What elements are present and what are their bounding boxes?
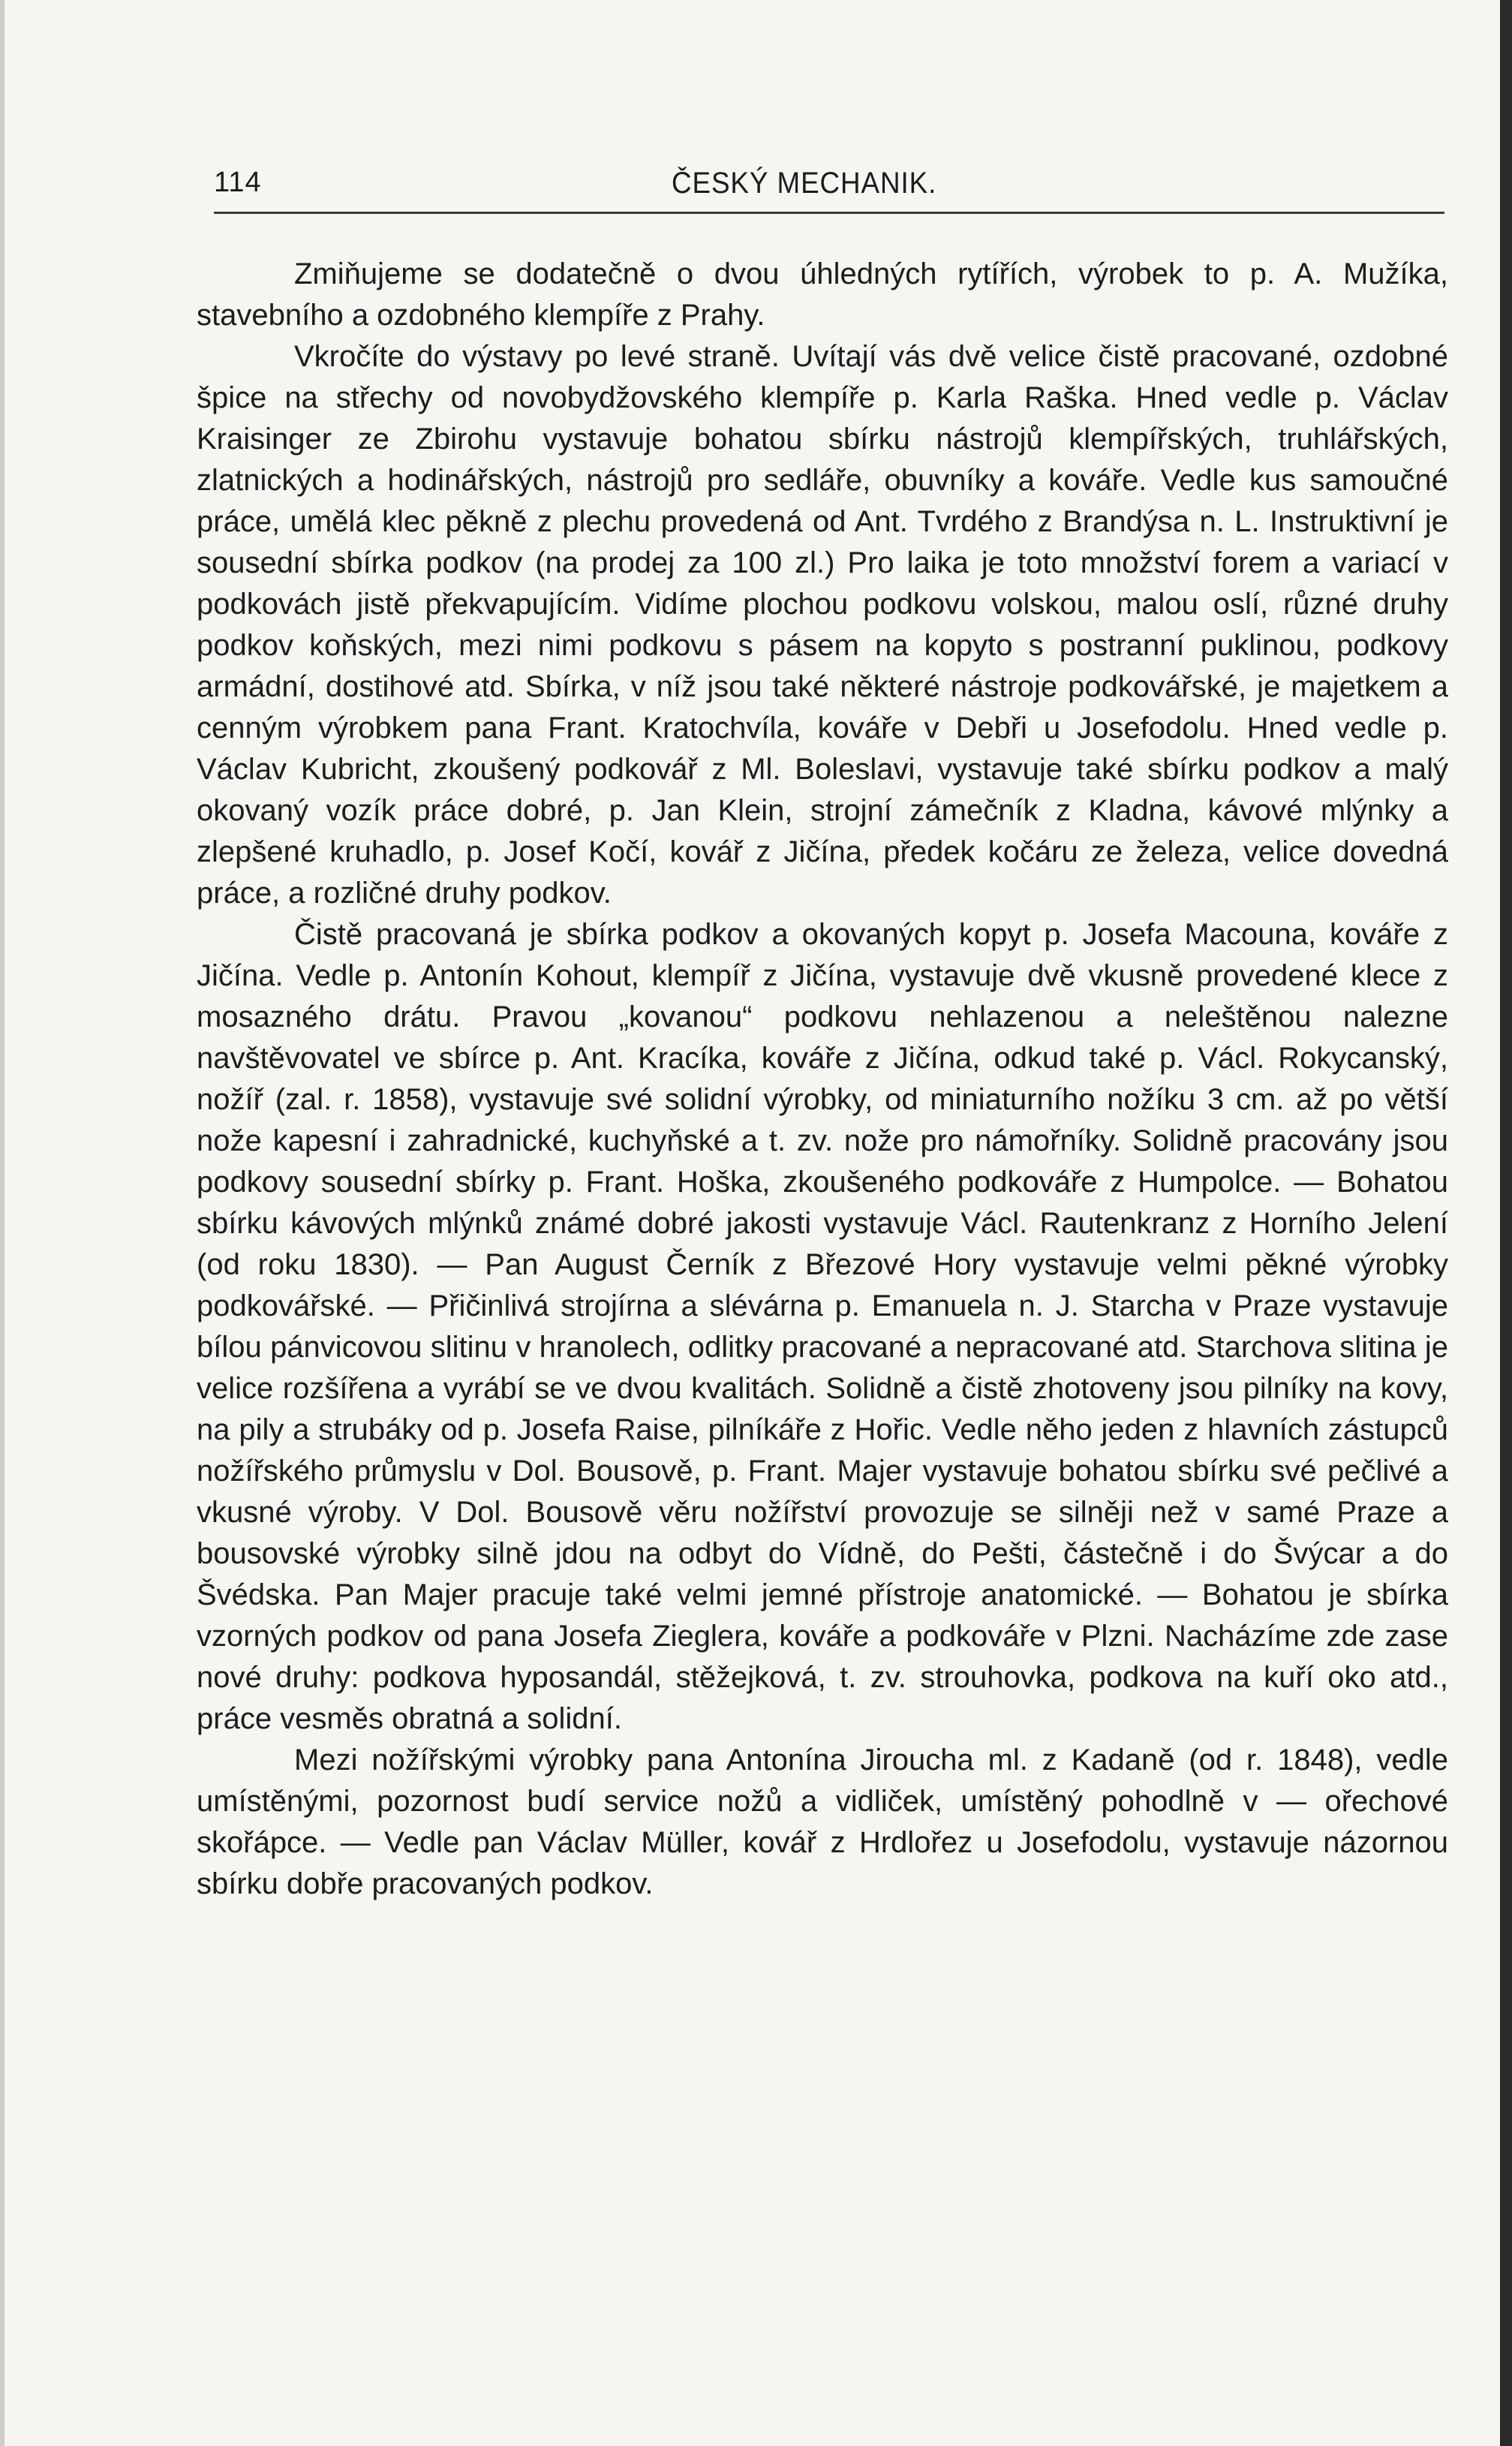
scan-left-edge [0,0,5,2446]
paragraph-2: Vkročíte do výstavy po levé straně. Uvítají vás dvě velice čistě pracované, ozdobné špice na střechy od novobydžovského klempíře p. Karla Raška. Hned vedle p. Václav Kraisinger ze Zbirohu vystavuje bohatou sbírku nástrojů klempířských, truhlářských, zlatnických a hodinářských, nástrojů pro sedláře, obuvníky a kováře. Vedle kus samoučné práce, umělá klec pěkně z plechu provedená od Ant. Tvrdého z Brandýsa n. L. Instruktivní je sousední sbírka podkov (na prodej za 100 zl.) Pro laika je toto množství forem a variací v podkovách jistě překvapujícím. Vidíme plochou podkovu volskou, malou oslí, různé druhy podkov koňských, mezi nimi podkovu s pásem na kopyto s postranní puklinou, podkovy armádní, dostihové atd. Sbírka, v níž jsou také některé nástroje podkovářské, je majetkem a cenným výrobkem pana Frant. Kratochvíla, kováře v Debři u Josefodolu. Hned vedle p. Václav Kubricht, zkoušený podkovář z Ml. Boleslavi, vystavuje také sbírku podkov a malý okovaný vozík práce dobré, p. Jan Klein, strojní zámečník z Kladna, kávové mlýnky a zlepšené kruhadlo, p. Josef Kočí, kovář z Jičína, předek kočáru ze železa, velice dovedná práce, a rozličné druhy podkov. [197,340,1448,910]
scan-right-edge [1500,0,1512,2446]
paragraph-4: Mezi nožířskými výrobky pana Antonína Jiroucha ml. z Kadaně (od r. 1848), vedle umístěnými, pozornost budí service nožů a vidliček, umístěný pohodlně v — ořechové skořápce. — Vedle pan Václav Müller, kovář z Hrdlořez u Josefodolu, vystavuje názornou sbírku dobře pracovaných podkov. [197,1743,1448,1900]
running-title: ČESKÝ MECHANIK. [672,167,937,200]
article-body [197,254,1448,1905]
page-header [214,167,1444,212]
header-rule [214,212,1444,214]
paragraph-3: Čistě pracovaná je sbírka podkov a okovaných kopyt p. Josefa Macouna, kováře z Jičína. Vedle p. Antonín Kohout, klempíř z Jičína, vystavuje dvě vkusně provedené klece z mosazného drátu. Pravou „kovanou“ podkovu nehlazenou a neleštěnou nalezne navštěvovatel ve sbírce p. Ant. Kracíka, kováře z Jičína, odkud také p. Václ. Rokycanský, nožíř (zal. r. 1858), vystavuje své solidní výrobky, od miniaturního nožíku 3 cm. až po větší nože kapesní i zahradnické, kuchyňské a t. zv. nože pro námořníky. Solidně pracovány jsou podkovy sousední sbírky p. Frant. Hoška, zkoušeného podkováře z Humpolce. — Bohatou sbírku kávových mlýnků známé dobré jakosti vystavuje Václ. Rautenkranz z Horního Jelení (od roku 1830). — Pan August Černík z Březové Hory vystavuje velmi pěkné výrobky podkovářské. — Přičinlivá strojírna a slévárna p. Emanuela n. J. Starcha v Praze vystavuje bílou pánvicovou slitinu v hranolech, odlitky pracované a nepracované atd. Starchova slitina je velice rozšířena a vyrábí se ve dvou kvalitách. Solidně a čistě zhotoveny jsou pilníky na kovy, na pily a strubáky od p. Josefa Raise, pilníkáře z Hořic. Vedle něho jeden z hlavních zástupců nožířského průmyslu v Dol. Bousově, p. Frant. Majer vystavuje bohatou sbírku své pečlivé a vkusné výroby. V Dol. Bousově věru nožířství provozuje se silněji než v samé Praze a bousovské výrobky silně jdou na odbyt do Vídně, do Pešti, částečně i do Švýcar a do Švédska. Pan Majer pracuje také velmi jemné přístroje anatomické. — Bohatou je sbírka vzorných podkov od pana Josefa Zieglera, kováře a podkováře v Plzni. Nacházíme zde zase nové druhy: podkova hyposandál, stěžejková, t. zv. strouhovka, podkova na kuří oko atd., práce vesměs obratná a solidní. [197,918,1448,1735]
page-number: 114 [214,167,262,198]
paragraph-1: Zmiňujeme se dodatečně o dvou úhledných rytířích, výrobek to p. A. Mužíka, stavebního a ozdobného klempíře z Prahy. [197,257,1448,332]
